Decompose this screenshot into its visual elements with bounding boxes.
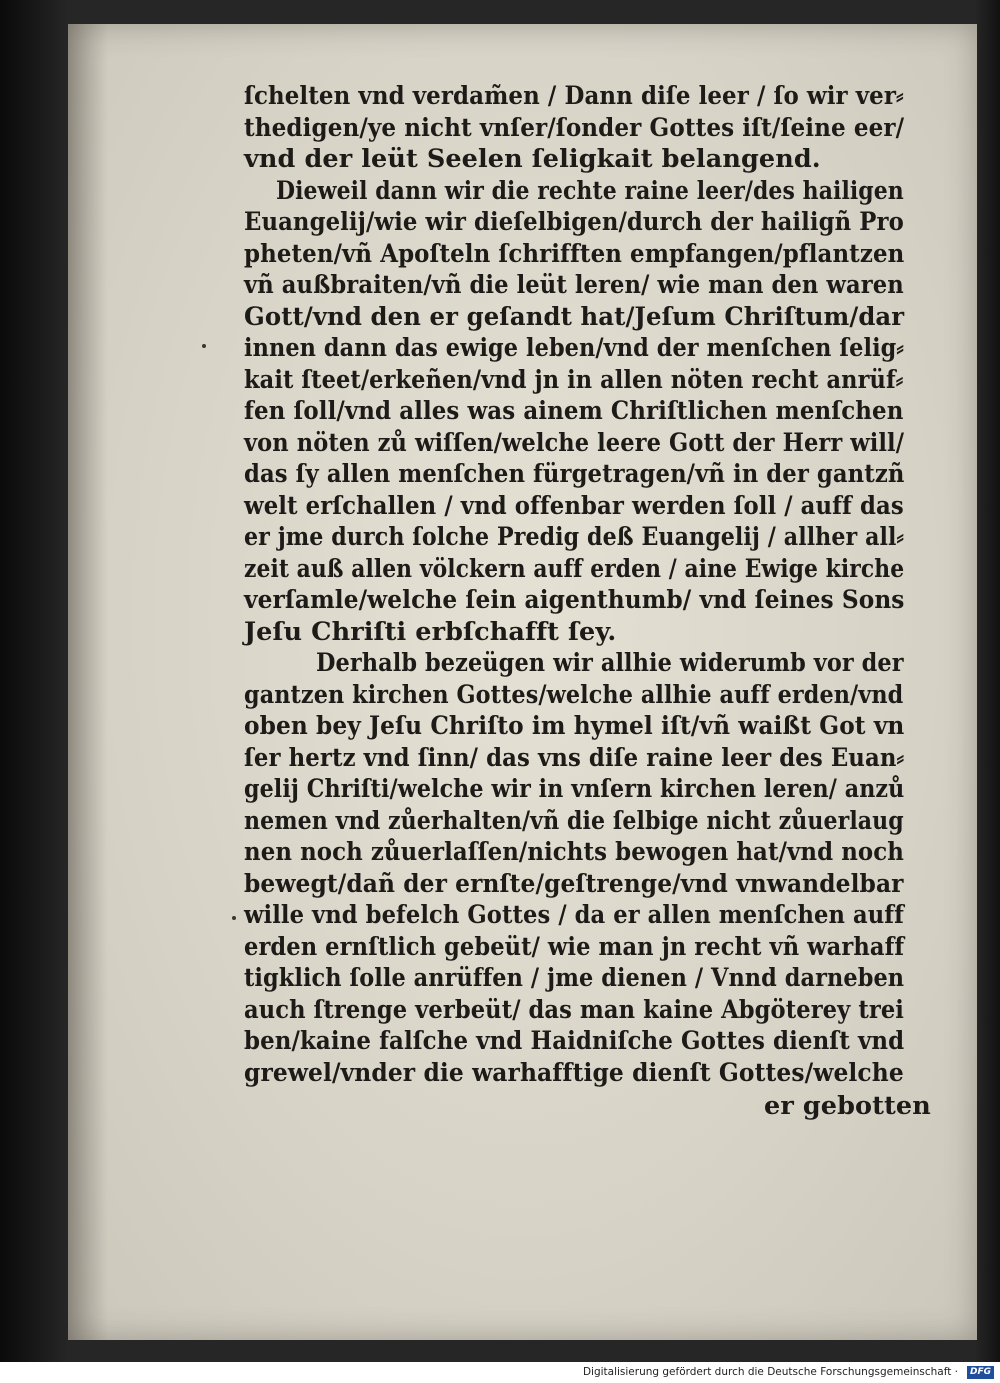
text-line: welt erſchallen / vnd offenbar werden ſoll / auff das (244, 490, 904, 521)
footer-credit: Digitalisierung gefördert durch die Deutsche Forschungsgemeinschaft · (582, 1366, 958, 1378)
footer-bar (0, 1362, 1000, 1383)
text-line: das ſy allen menſchen fürgetragen/vñ in der gantzñ (244, 459, 905, 489)
text-line: er jme durch ſolche Predig deß Euangelij / allher all⸗ (244, 522, 904, 552)
text-line: auch ſtrenge verbeüt/ das man kaine Abgöterey trei (244, 994, 904, 1025)
catchword: er gebotten (764, 1091, 931, 1121)
ink-spot (232, 916, 236, 920)
text-line: pheten/vñ Apoſteln ſchrifften empfangen/pflantzen (244, 238, 905, 269)
text-line: fen ſoll/vnd alles was ainem Chriſtlichen menſchen (244, 396, 904, 426)
text-line: ſer hertz vnd ſinn/ das vns diſe raine leer des Euan⸗ (244, 742, 905, 773)
text-line: grewel/vnder die warhafftige dienſt Gottes/welche (244, 1057, 904, 1088)
text-line: nen noch zůuerlaſſen/nichts bewogen hat/vnd noch (244, 837, 904, 867)
text-line: Dieweil dann wir die rechte raine leer/des hailigen (276, 175, 904, 206)
text-line: ſchelten vnd verdam̃en / Dann diſe leer / ſo wir ver⸗ (244, 81, 904, 111)
text-line: erden ernſtlich gebeüt/ wie man jn recht vñ warhaff (244, 931, 905, 962)
text-line: gantzen kirchen Gottes/welche allhie auff erden/vnd (244, 679, 904, 710)
text-line: kait ſteet/erkeñen/vnd jn in allen nöten recht anrüf⸗ (244, 364, 904, 395)
text-line: nemen vnd zůerhalten/vñ die ſelbige nicht zůuerlaug (244, 805, 904, 836)
text-line: zeit auß allen völckern auff erden / aine Ewige kirche (244, 553, 905, 584)
text-line: Euangelij/wie wir dieſelbigen/durch der hailigñ Pro (244, 207, 904, 237)
text-line: von nöten zů wiſſen/welche leere Gott der Herr will/ (244, 427, 905, 458)
text-line: wille vnd befelch Gottes / da er allen menſchen auff (244, 900, 904, 930)
text-line: vnd der leüt Seelen ſeligkait belangend. (244, 144, 821, 174)
text-line: thedigen/ye nicht vnſer/ſonder Gottes iſt/ſeine eer/ (244, 112, 905, 143)
text-line: ben/kaine falſche vnd Haidniſche Gottes dienſt vnd (244, 1026, 905, 1056)
text-line: tigklich ſolle anrüffen / jme dienen / Vnnd darneben (244, 963, 905, 993)
text-line: Derhalb bezeügen wir allhie widerumb vor der (316, 648, 904, 678)
text-line: verſamle/welche ſein aigenthumb/ vnd ſeines Sons (244, 585, 905, 615)
text-line: innen dann das ewige leben/vnd der menſchen ſelig⸗ (244, 333, 904, 363)
text-line: vñ außbraiten/vñ die leüt leren/ wie man den waren (244, 270, 904, 300)
dfg-logo-icon: DFG (967, 1366, 994, 1379)
book-page (68, 24, 977, 1340)
text-line: oben bey Jeſu Chriſto im hymel iſt/vñ waißt Got vn (244, 711, 905, 741)
ink-spot (202, 344, 206, 348)
text-line: gelij Chriſti/welche wir in vnſern kirchen leren/ anzů (244, 774, 905, 804)
text-line: Gott/vnd den er geſandt hat/Jeſum Chriſtum/dar (244, 301, 905, 332)
text-line: Jeſu Chriſti erbſchafft ſey. (244, 616, 617, 647)
text-line: bewegt/dañ der ernſte/geſtrenge/vnd vnwandelbar (244, 868, 904, 899)
